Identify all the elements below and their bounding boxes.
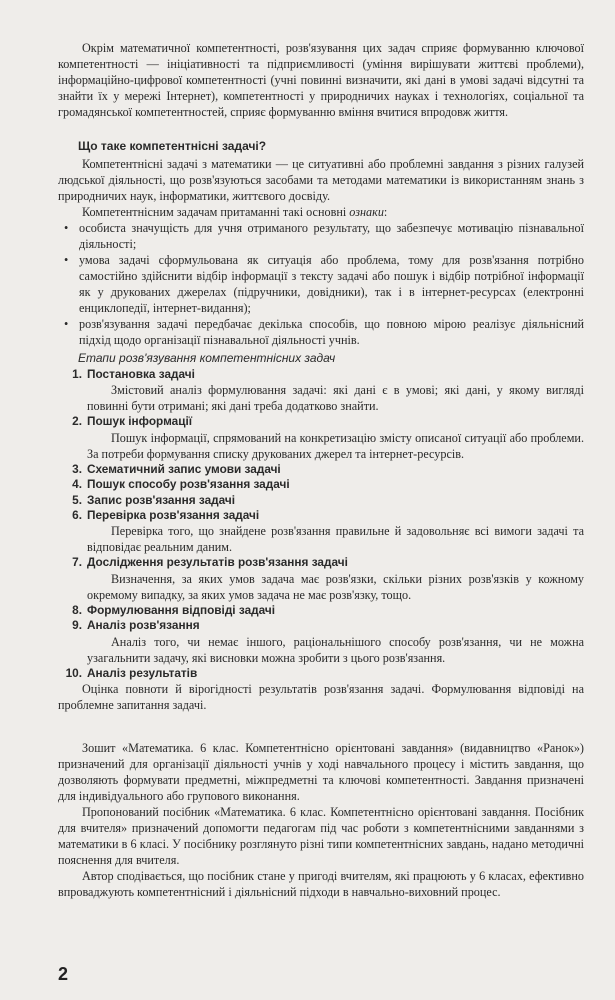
stage-number: 8. (72, 602, 82, 617)
stage-title: Пошук інформації (87, 414, 193, 429)
stage-number: 6. (72, 508, 82, 523)
bullet-icon: • (64, 317, 69, 331)
list-item (58, 316, 584, 348)
stage-item (58, 462, 584, 477)
stage-number: 5. (72, 492, 82, 507)
stage-title: Формулювання відповіді задачі (87, 602, 276, 617)
stage-item (58, 414, 584, 461)
stage-number: 1. (72, 367, 82, 381)
stage-item (58, 508, 584, 555)
stage-description: Перевірка того, що знайдене розв'язання правильне й задовольняє всі вимоги задачі та відповідає реальним даним. (87, 524, 584, 555)
stage-title: Аналіз розв'язання (87, 618, 200, 633)
stage-title: Перевірка розв'язання задачі (87, 508, 260, 523)
stage-title: Пошук способу розв'язання задачі (87, 477, 290, 492)
signs-intro (58, 204, 584, 220)
stage-number: 9. (72, 618, 82, 633)
stage-10-description: Оцінка повноти й вірогідності результатів розв'язання задачі. Формулювання відповіді на проблемне запитання задачі. (58, 682, 584, 713)
stage-title: Аналіз результатів (87, 665, 198, 680)
stage-item (58, 477, 584, 492)
section-heading: Що таке компетентнісні задачі? (78, 139, 267, 153)
signs-intro-colon: : (383, 205, 388, 219)
stage-item (58, 666, 584, 681)
signs-intro-text: Компетентнісним задачам притаманні такі основні (82, 205, 350, 219)
intro-paragraph: Окрім математичної компетентності, розв'язування цих задач сприяє формуванню ключової компетентності — ініціативності та підприємливості (уміння вирішувати життєві проблеми), інформаційно-цифрової компетентності (учні повинні визначити, які дані в умові задачі відсутні та знайти їх у мережі Інтернет), компетентності у природничих науках і технологіях, соціальної та громадянської компетентностей, сприяє формуванню вміння вчитися впродовж життя. (58, 41, 584, 119)
stage-item (58, 555, 584, 602)
closing-block (58, 740, 584, 900)
list-item (58, 252, 584, 316)
stage-item (58, 603, 584, 618)
stage-item (58, 618, 584, 665)
list-item (58, 220, 584, 252)
closing-paragraph-workbook: Зошит «Математика. 6 клас. Компетентнісно орієнтовані завдання» (видавництво «Ранок») призначений для організації діяльності учнів у ході навчального процесу і містить завдання, що дозволяють формувати предметні, міжпредметні та ключові компетентності. Завдання призначені для індивідуального або групового виконання. (58, 741, 584, 803)
stage-number: 4. (72, 477, 82, 492)
intro-block (58, 40, 584, 120)
stage-title: Дослідження результатів розв'язання задачі (87, 555, 348, 570)
sign-text: особиста значущість для учня отриманого результату, що забезпечує мотивацію пізнавальної діяльності; (79, 221, 584, 251)
signs-term: ознаки (349, 205, 384, 219)
closing-paragraph-manual: Пропонований посібник «Математика. 6 клас. Компетентнісно орієнтовані завдання. Посібник для вчителя» призначений допомогти педагогам під час роботи з компетентнісними завданнями з математики в 6 класі. У посібнику розглянуто різні типи компетентнісних завдань, надано методичні пояснення для вчителя. (58, 805, 584, 867)
stage-number: 7. (72, 555, 82, 570)
sign-text: розв'язування задачі передбачає декілька способів, що повною мірою реалізує діяльнісний підхід щодо організації пізнавальної діяльності учнів. (79, 317, 584, 347)
page-number: 2 (58, 964, 69, 984)
stage-description: Визначення, за яких умов задача має розв'язки, скільки різних розв'язків у кожному окремому випадку, за яких умов задача не має розв'язку, тощо. (87, 571, 584, 602)
stage-number: 3. (72, 461, 82, 476)
stage-item (58, 367, 584, 414)
stage-item (58, 493, 584, 508)
stage-number: 2. (72, 414, 82, 429)
stage-title: Запис розв'язання задачі (87, 492, 236, 507)
bullet-icon: • (64, 253, 69, 267)
stage-description: Пошук інформації, спрямований на конкретизацію змісту описаної ситуації або проблеми. За потреби формування списку друкованих джерел та інтернет-ресурсів. (87, 430, 584, 461)
sign-text: умова задачі сформульована як ситуація або проблема, тому для розв'язання потрібно самостійно здійснити відбір інформації з тексту задачі або пошук і відбір потрібної інформації як у друкованих джерелах (підручники, довідники), так і в інтернет-ресурсах (електронні енциклопедії, інтернет-видання); (79, 253, 584, 315)
closing-paragraph-author: Автор сподівається, що посібник стане у пригоді вчителям, які працюють у 6 класах, ефективно впроваджують компетентнісний і діяльнісний підходи в навчально-виховний процес. (58, 869, 584, 899)
stages-heading: Етапи розв'язування компетентнісних задач (78, 351, 336, 365)
stage-title: Постановка задачі (87, 367, 195, 381)
stage-title: Схематичний запис умови задачі (87, 461, 281, 476)
definition-paragraph: Компетентнісні задачі з математики — це ситуативні або проблемні завдання з різних галузей людської діяльності, що розв'язуються засобами та методами математики із використанням знань з природничих наук, інформатики, життєвого досвіду. (58, 157, 584, 203)
stages-list (58, 367, 584, 713)
stages-heading-block (58, 350, 584, 366)
stage-description: Змістовий аналіз формулювання задачі: які дані є в умові; які дані, у якому вигляді повинні бути отримані; які дані треба додатково знайти. (87, 383, 584, 414)
competence-section (58, 138, 584, 348)
signs-list (58, 220, 584, 348)
stage-number: 10. (65, 665, 82, 680)
stage-description: Аналіз того, чи немає іншого, раціональнішого способу розв'язання, чи не можна узагальнити задачу, які висновки можна зробити з цього розв'язання. (87, 634, 584, 665)
bullet-icon: • (64, 221, 69, 235)
